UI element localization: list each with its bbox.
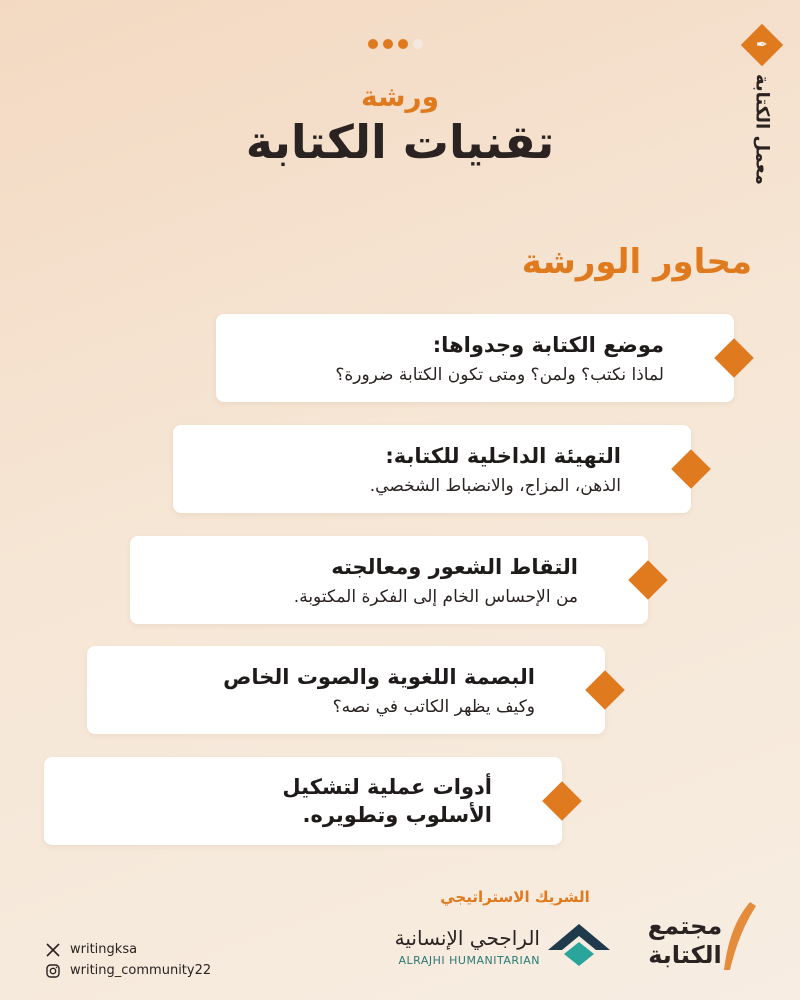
topic-title: التقاط الشعور ومعالجته (331, 554, 578, 579)
page-title: تقنيات الكتابة (245, 115, 555, 169)
topic-title: أدوات عملية لتشكيل الأسلوب وتطويره. (282, 774, 492, 827)
instagram-icon (46, 964, 60, 978)
workshop-kicker: ورشة (360, 80, 440, 113)
topic-subtitle: من الإحساس الخام إلى الفكرة المكتوبة. (293, 587, 578, 608)
pagination-dots (368, 39, 423, 49)
topic-card (173, 425, 691, 513)
partner-name-ar: الراجحي الإنسانية (394, 926, 540, 950)
topic-card (44, 757, 562, 845)
social-x[interactable] (46, 942, 137, 957)
partner-name-en: ALRAJHI HUMANITARIAN (398, 954, 540, 967)
diamond-icon (542, 781, 582, 821)
diamond-icon (671, 449, 711, 489)
community-name: مجتمع الكتابة (647, 912, 723, 969)
alrajhi-logo (544, 920, 614, 970)
brand-name: معمل الكتابة (751, 74, 773, 185)
diamond-icon (714, 338, 754, 378)
topic-title: موضع الكتابة وجدواها: (432, 332, 664, 357)
topic-subtitle: لماذا نكتب؟ ولمن؟ ومتى تكون الكتابة ضرورة؟ (335, 365, 664, 386)
page-dot (398, 39, 408, 49)
topic-subtitle: الذهن، المزاج، والانضباط الشخصي. (369, 476, 621, 497)
topic-card (216, 314, 734, 402)
diamond-icon (585, 670, 625, 710)
section-title: محاور الورشة (521, 242, 752, 282)
topic-title: التهيئة الداخلية للكتابة: (385, 443, 621, 468)
topic-card (130, 536, 648, 624)
social-instagram[interactable] (46, 963, 211, 978)
x-handle[interactable]: writingksa (70, 942, 138, 957)
diamond-icon (628, 560, 668, 600)
topic-card (87, 646, 605, 734)
quill-icon: ✒ (741, 24, 783, 66)
topic-title: البصمة اللغوية والصوت الخاص (223, 664, 535, 689)
partner-label: الشريك الاستراتيجي (440, 888, 590, 906)
brand-logo (732, 30, 792, 185)
page-dot (413, 39, 423, 49)
page-dot (383, 39, 393, 49)
topic-subtitle: وكيف يظهر الكاتب في نصه؟ (332, 697, 535, 718)
x-icon (46, 943, 60, 957)
page-dot (368, 39, 378, 49)
instagram-handle[interactable]: writing_community22 (70, 963, 212, 978)
